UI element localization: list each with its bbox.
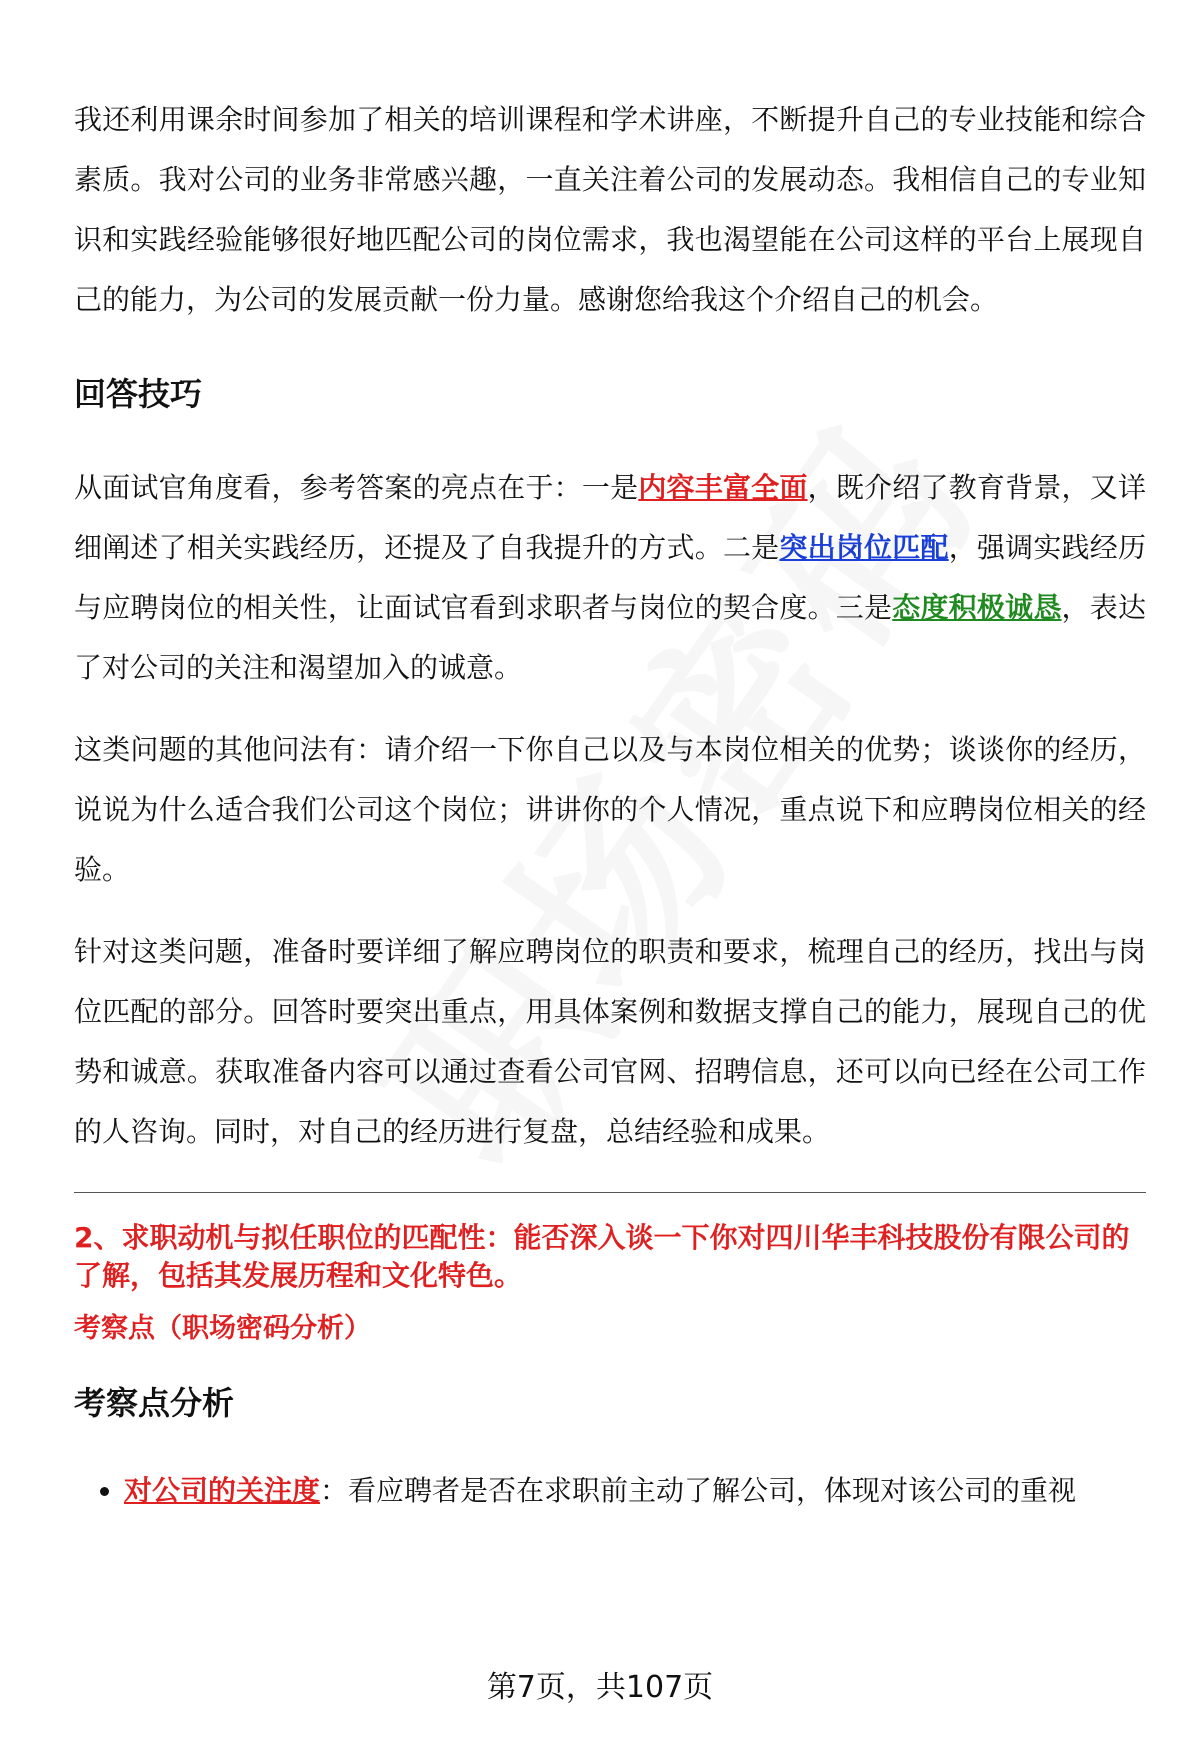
analysis-bullet-list (74, 1461, 1146, 1521)
tips-p1-seg4: ，表达了对公司的关注和渴望加入的诚意。 (74, 591, 1146, 684)
analysis-heading: 考察点分析 (74, 1384, 235, 1422)
list-item (124, 1461, 1146, 1521)
highlight-attitude: 态度积极诚恳 (892, 591, 1062, 624)
bullet-label: 对公司的关注度 (124, 1474, 321, 1507)
bullet-dot-icon (100, 1487, 109, 1496)
exam-point-label: 考察点（职场密码分析） (74, 1313, 371, 1344)
highlight-content-rich: 内容丰富全面 (638, 471, 808, 504)
tips-p1-seg1: 从面试官角度看，参考答案的亮点在于：一是 (74, 471, 639, 504)
tips-paragraph-2: 这类问题的其他问法有：请介绍一下你自己以及与本岗位相关的优势；谈谈你的经历，说说为什么适合我们公司这个岗位；讲讲你的个人情况，重点说下和应聘岗位相关的经验。 (74, 733, 1146, 886)
bullet-text: ：看应聘者是否在求职前主动了解公司，体现对该公司的重视 (320, 1474, 1077, 1507)
tips-heading: 回答技巧 (74, 375, 203, 413)
tips-p1-seg3: ，强调实践经历与应聘岗位的相关性，让面试官看到求职者与岗位的契合度。三是 (74, 531, 1146, 624)
page-number: 第7页，共107页 (486, 1670, 714, 1705)
question-2: 2、求职动机与拟任职位的匹配性：能否深入谈一下你对四川华丰科技股份有限公司的了解，包括其发展历程和文化特色。 (74, 1221, 1130, 1292)
tips-paragraph-1 (74, 458, 1146, 698)
intro-paragraph: 我还利用课余时间参加了相关的培训课程和学术讲座，不断提升自己的专业技能和综合素质。我对公司的业务非常感兴趣，一直关注着公司的发展动态。我相信自己的专业知识和实践经验能够很好地匹配公司的岗位需求，我也渴望能在公司这样的平台上展现自己的能力，为公司的发展贡献一份力量。感谢您给我这个介绍自己的机会。 (74, 103, 1146, 316)
tips-p1-seg2: ，既介绍了教育背景，又详细阐述了相关实践经历，还提及了自我提升的方式。二是 (74, 471, 1146, 564)
document-page (74, 90, 1146, 1521)
highlight-job-match: 突出岗位匹配 (779, 531, 949, 564)
tips-paragraph-3: 针对这类问题，准备时要详细了解应聘岗位的职责和要求，梳理自己的经历，找出与岗位匹配的部分。回答时要突出重点，用具体案例和数据支撑自己的能力，展现自己的优势和诚意。获取准备内容可以通过查看公司官网、招聘信息，还可以向已经在公司工作的人咨询。同时，对自己的经历进行复盘，总结经验和成果。 (74, 935, 1146, 1148)
